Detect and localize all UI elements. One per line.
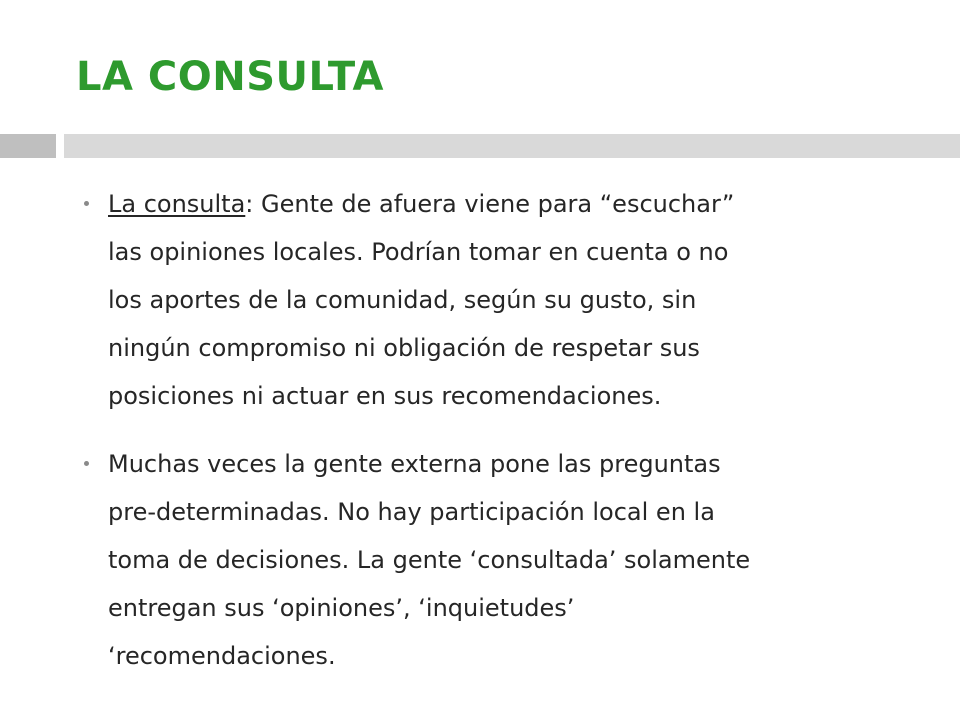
bullet-line: ‘recomendaciones. bbox=[108, 642, 336, 670]
bullet-line: las opiniones locales. Podrían tomar en cuenta o no bbox=[108, 238, 729, 266]
bullet-line-text: : Gente de afuera viene para “escuchar” bbox=[245, 190, 735, 218]
bullet-line: Muchas veces la gente externa pone las preguntas bbox=[108, 450, 721, 478]
bullet-line: posiciones ni actuar en sus recomendaciones. bbox=[108, 382, 662, 410]
bullet-line bbox=[108, 180, 924, 228]
bullet-item-preguntas bbox=[84, 440, 924, 680]
bullet-list bbox=[84, 180, 924, 700]
bullet-line: pre-determinadas. No hay participación local en la bbox=[108, 498, 715, 526]
bullet-item-consulta bbox=[84, 180, 924, 420]
bullet-line: ningún compromiso ni obligación de respetar sus bbox=[108, 334, 700, 362]
bullet-line: los aportes de la comunidad, según su gusto, sin bbox=[108, 286, 697, 314]
bullet-term: La consulta bbox=[108, 190, 246, 218]
bullet-line: toma de decisiones. La gente ‘consultada’ solamente bbox=[108, 546, 751, 574]
slide-title: LA CONSULTA bbox=[76, 54, 384, 100]
bullet-dot-icon bbox=[84, 201, 89, 206]
title-rule-left bbox=[0, 134, 56, 158]
bullet-line: entregan sus ‘opiniones’, ‘inquietudes’ bbox=[108, 594, 575, 622]
title-rule-right bbox=[64, 134, 960, 158]
bullet-dot-icon bbox=[84, 461, 89, 466]
